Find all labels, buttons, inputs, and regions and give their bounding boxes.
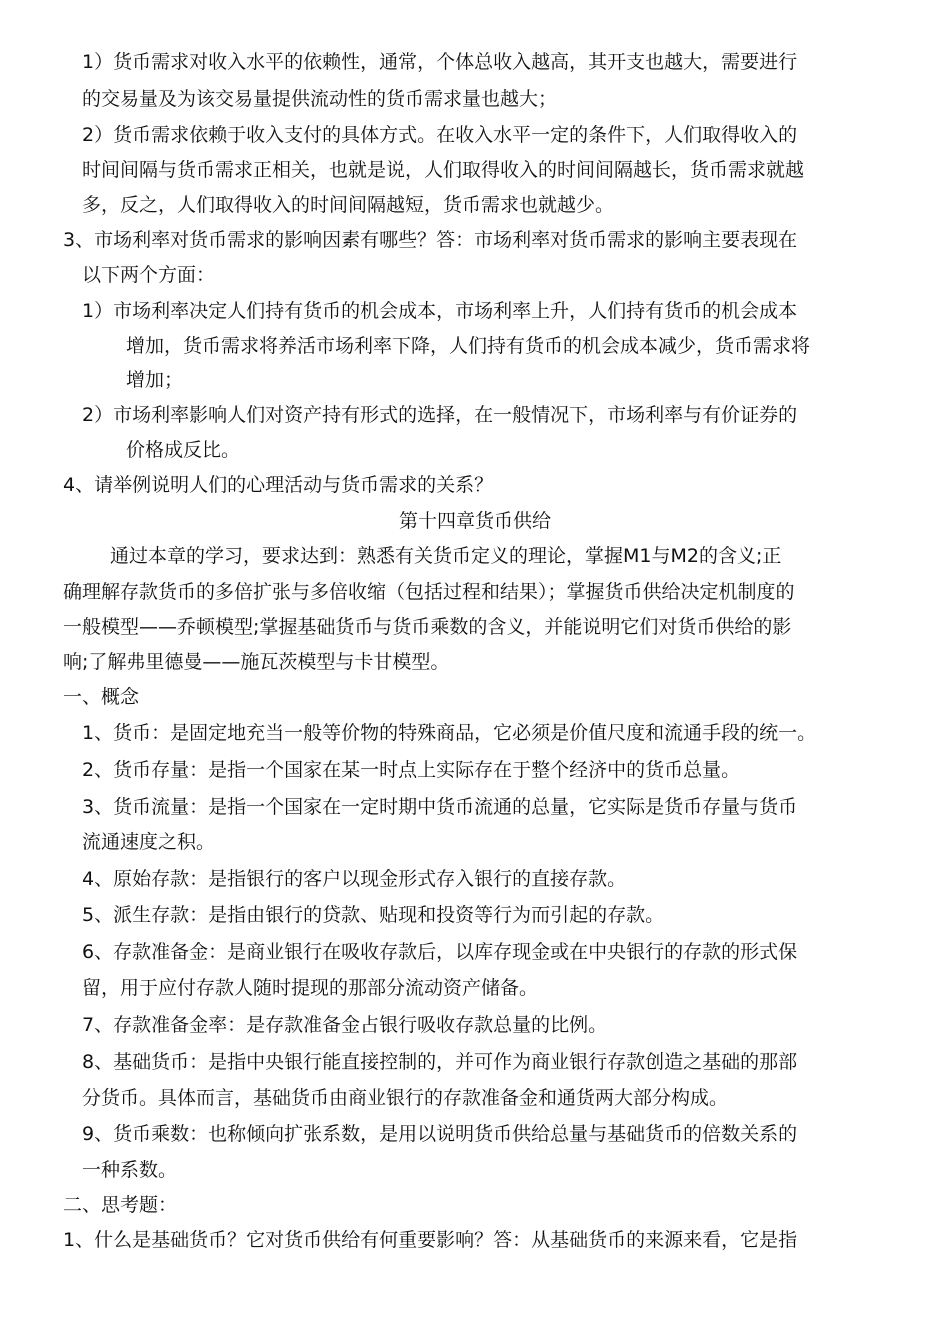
concept-item-9-cont: 一种系数。: [82, 1159, 178, 1181]
list-item-1-cont: 增加；: [126, 369, 184, 391]
concept-item-8: 8、基础货币：是指中央银行能直接控制的，并可作为商业银行存款创造之基础的那部: [82, 1051, 798, 1073]
question-1: 1、什么是基础货币？它对货币供给有何重要影响？答：从基础货币的来源来看，它是指: [63, 1229, 798, 1251]
section-heading-questions: 二、思考题：: [63, 1194, 178, 1216]
list-item-1: 1）货币需求对收入水平的依赖性，通常，个体总收入越高，其开支也越大，需要进行: [82, 51, 798, 73]
section-heading-concepts: 一、概念: [63, 686, 140, 708]
concept-item-3: 3、货币流量：是指一个国家在一定时期中货币流通的总量，它实际是货币存量与货币: [82, 796, 798, 818]
concept-item-5: 5、派生存款：是指由银行的贷款、贴现和投资等行为而引起的存款。: [82, 904, 665, 926]
list-item-2-cont: 多，反之，人们取得收入的时间间隔越短，货币需求也就越少。: [82, 194, 615, 216]
concept-item-4: 4、原始存款：是指银行的客户以现金形式存入银行的直接存款。: [82, 868, 627, 890]
concept-item-1: 1、货币：是固定地充当一般等价物的特殊商品，它必须是价值尺度和流通手段的统一。: [82, 722, 817, 744]
chapter-title: 第十四章货币供给: [398, 510, 551, 532]
question-3: 3、市场利率对货币需求的影响因素有哪些？答：市场利率对货币需求的影响主要表现在: [63, 229, 798, 251]
list-item-2-cont: 价格成反比。: [126, 439, 241, 461]
concept-item-8-cont: 分货币。具体而言，基础货币由商业银行的存款准备金和通货两大部分构成。: [82, 1087, 729, 1109]
concept-item-7: 7、存款准备金率：是存款准备金占银行吸收存款总量的比例。: [82, 1014, 608, 1036]
concept-item-6-cont: 留，用于应付存款人随时提现的那部分流动资产储备。: [82, 977, 539, 999]
intro-paragraph-cont: 响;了解弗里德曼——施瓦茨模型与卡甘模型。: [63, 651, 450, 673]
question-3-cont: 以下两个方面：: [82, 264, 216, 286]
intro-paragraph: 通过本章的学习，要求达到：熟悉有关货币定义的理论，掌握M1与M2的含义;正: [110, 545, 782, 567]
concept-item-3-cont: 流通速度之积。: [82, 831, 216, 853]
list-item-1: 1）市场利率决定人们持有货币的机会成本，市场利率上升，人们持有货币的机会成本: [82, 300, 798, 322]
concept-item-2: 2、货币存量：是指一个国家在某一时点上实际存在于整个经济中的货币总量。: [82, 759, 741, 781]
list-item-1-cont: 的交易量及为该交易量提供流动性的货币需求量也越大；: [82, 88, 558, 110]
question-4: 4、请举例说明人们的心理活动与货币需求的关系？: [63, 474, 494, 496]
concept-item-6: 6、存款准备金：是商业银行在吸收存款后，以库存现金或在中央银行的存款的形式保: [82, 941, 798, 963]
list-item-2: 2）市场利率影响人们对资产持有形式的选择，在一般情况下，市场利率与有价证券的: [82, 404, 798, 426]
list-item-2: 2）货币需求依赖于收入支付的具体方式。在收入水平一定的条件下，人们取得收入的: [82, 124, 798, 146]
list-item-1-cont: 增加，货币需求将养活市场利率下降，人们持有货币的机会成本减少，货币需求将: [126, 335, 811, 357]
intro-paragraph-cont: 一般模型——乔顿模型;掌握基础货币与货币乘数的含义，并能说明它们对货币供给的影: [63, 616, 792, 638]
concept-item-9: 9、货币乘数：也称倾向扩张系数，是用以说明货币供给总量与基础货币的倍数关系的: [82, 1123, 798, 1145]
intro-paragraph-cont: 确理解存款货币的多倍扩张与多倍收缩（包括过程和结果）；掌握货币供给决定机制度的: [63, 581, 795, 603]
list-item-2-cont: 时间间隔与货币需求正相关，也就是说，人们取得收入的时间间隔越长，货币需求就越: [82, 159, 805, 181]
